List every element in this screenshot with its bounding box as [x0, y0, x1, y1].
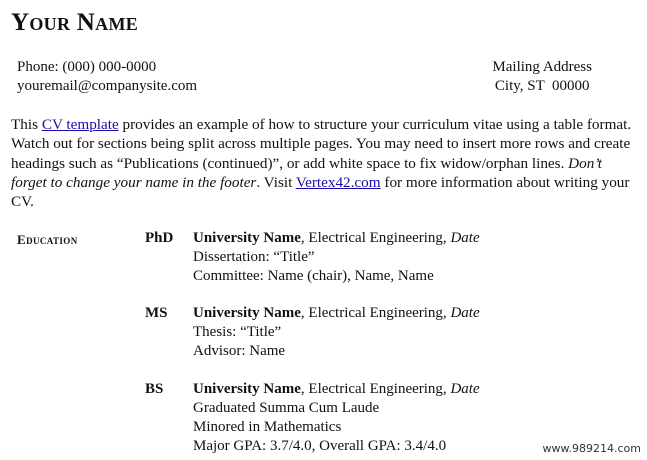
- degree-field: , Electrical Engineering,: [300, 230, 451, 246]
- university-name: University Name: [193, 305, 301, 321]
- phone-number: Phone: (000) 000-0000: [17, 59, 157, 75]
- degree-detail-line: Dissertation: “Title”: [193, 249, 315, 265]
- intro-text-1: This: [11, 116, 42, 133]
- degree-detail-line: Advisor: Name: [193, 343, 286, 359]
- address-line-2: City, ST 00000: [494, 78, 590, 94]
- address-line-1: Mailing Address: [492, 59, 592, 75]
- degree-field: , Electrical Engineering,: [300, 305, 451, 321]
- degree-date: Date: [450, 381, 480, 397]
- degree-code: BS: [145, 381, 164, 397]
- degree-detail-line: Thesis: “Title”: [193, 324, 282, 340]
- degree-code: PhD: [145, 230, 174, 246]
- degree-title-line: [193, 229, 480, 248]
- degree-title-line: [193, 304, 480, 323]
- degree-field: , Electrical Engineering,: [300, 381, 451, 397]
- intro-italic-note: Don’t forget to change your name in the footer: [11, 154, 602, 191]
- mailing-address: [492, 58, 592, 96]
- degree-details: [193, 229, 480, 286]
- degree-detail-line: Major GPA: 3.7/4.0, Overall GPA: 3.4/4.0: [193, 438, 447, 454]
- degree-detail-line: Committee: Name (chair), Name, Name: [193, 268, 434, 284]
- email-address: youremail@companysite.com: [17, 78, 198, 94]
- degree-details: [193, 304, 480, 361]
- degree-title-line: [193, 380, 480, 399]
- intro-paragraph: [11, 115, 636, 211]
- university-name: University Name: [193, 230, 301, 246]
- degree-date: Date: [450, 230, 480, 246]
- intro-text-4: for more information about writing your CV.: [11, 173, 630, 211]
- degree-details: [193, 380, 480, 456]
- intro-text-3: . Visit: [256, 173, 296, 191]
- intro-text-2: provides an example of how to structure your curriculum vitae using a table format. Watch out for sections being split across multiple pages. You may need to insert more rows and create headings such as “Publications (continued)”, or add white space to fix widow/orphan lines.: [11, 116, 632, 172]
- university-name: University Name: [193, 381, 301, 397]
- cv-name-heading: Your Name: [11, 9, 139, 36]
- degree-detail-line: Graduated Summa Cum Laude: [193, 400, 380, 416]
- watermark-text: www.989214.com: [542, 442, 641, 455]
- section-label-education: Education: [17, 232, 78, 247]
- contact-info: [17, 58, 197, 96]
- vertex42-link[interactable]: Vertex42.com: [295, 173, 381, 191]
- degree-code: MS: [145, 305, 168, 321]
- cv-template-link[interactable]: CV template: [41, 116, 119, 133]
- degree-date: Date: [450, 305, 480, 321]
- degree-detail-line: Minored in Mathematics: [193, 419, 342, 435]
